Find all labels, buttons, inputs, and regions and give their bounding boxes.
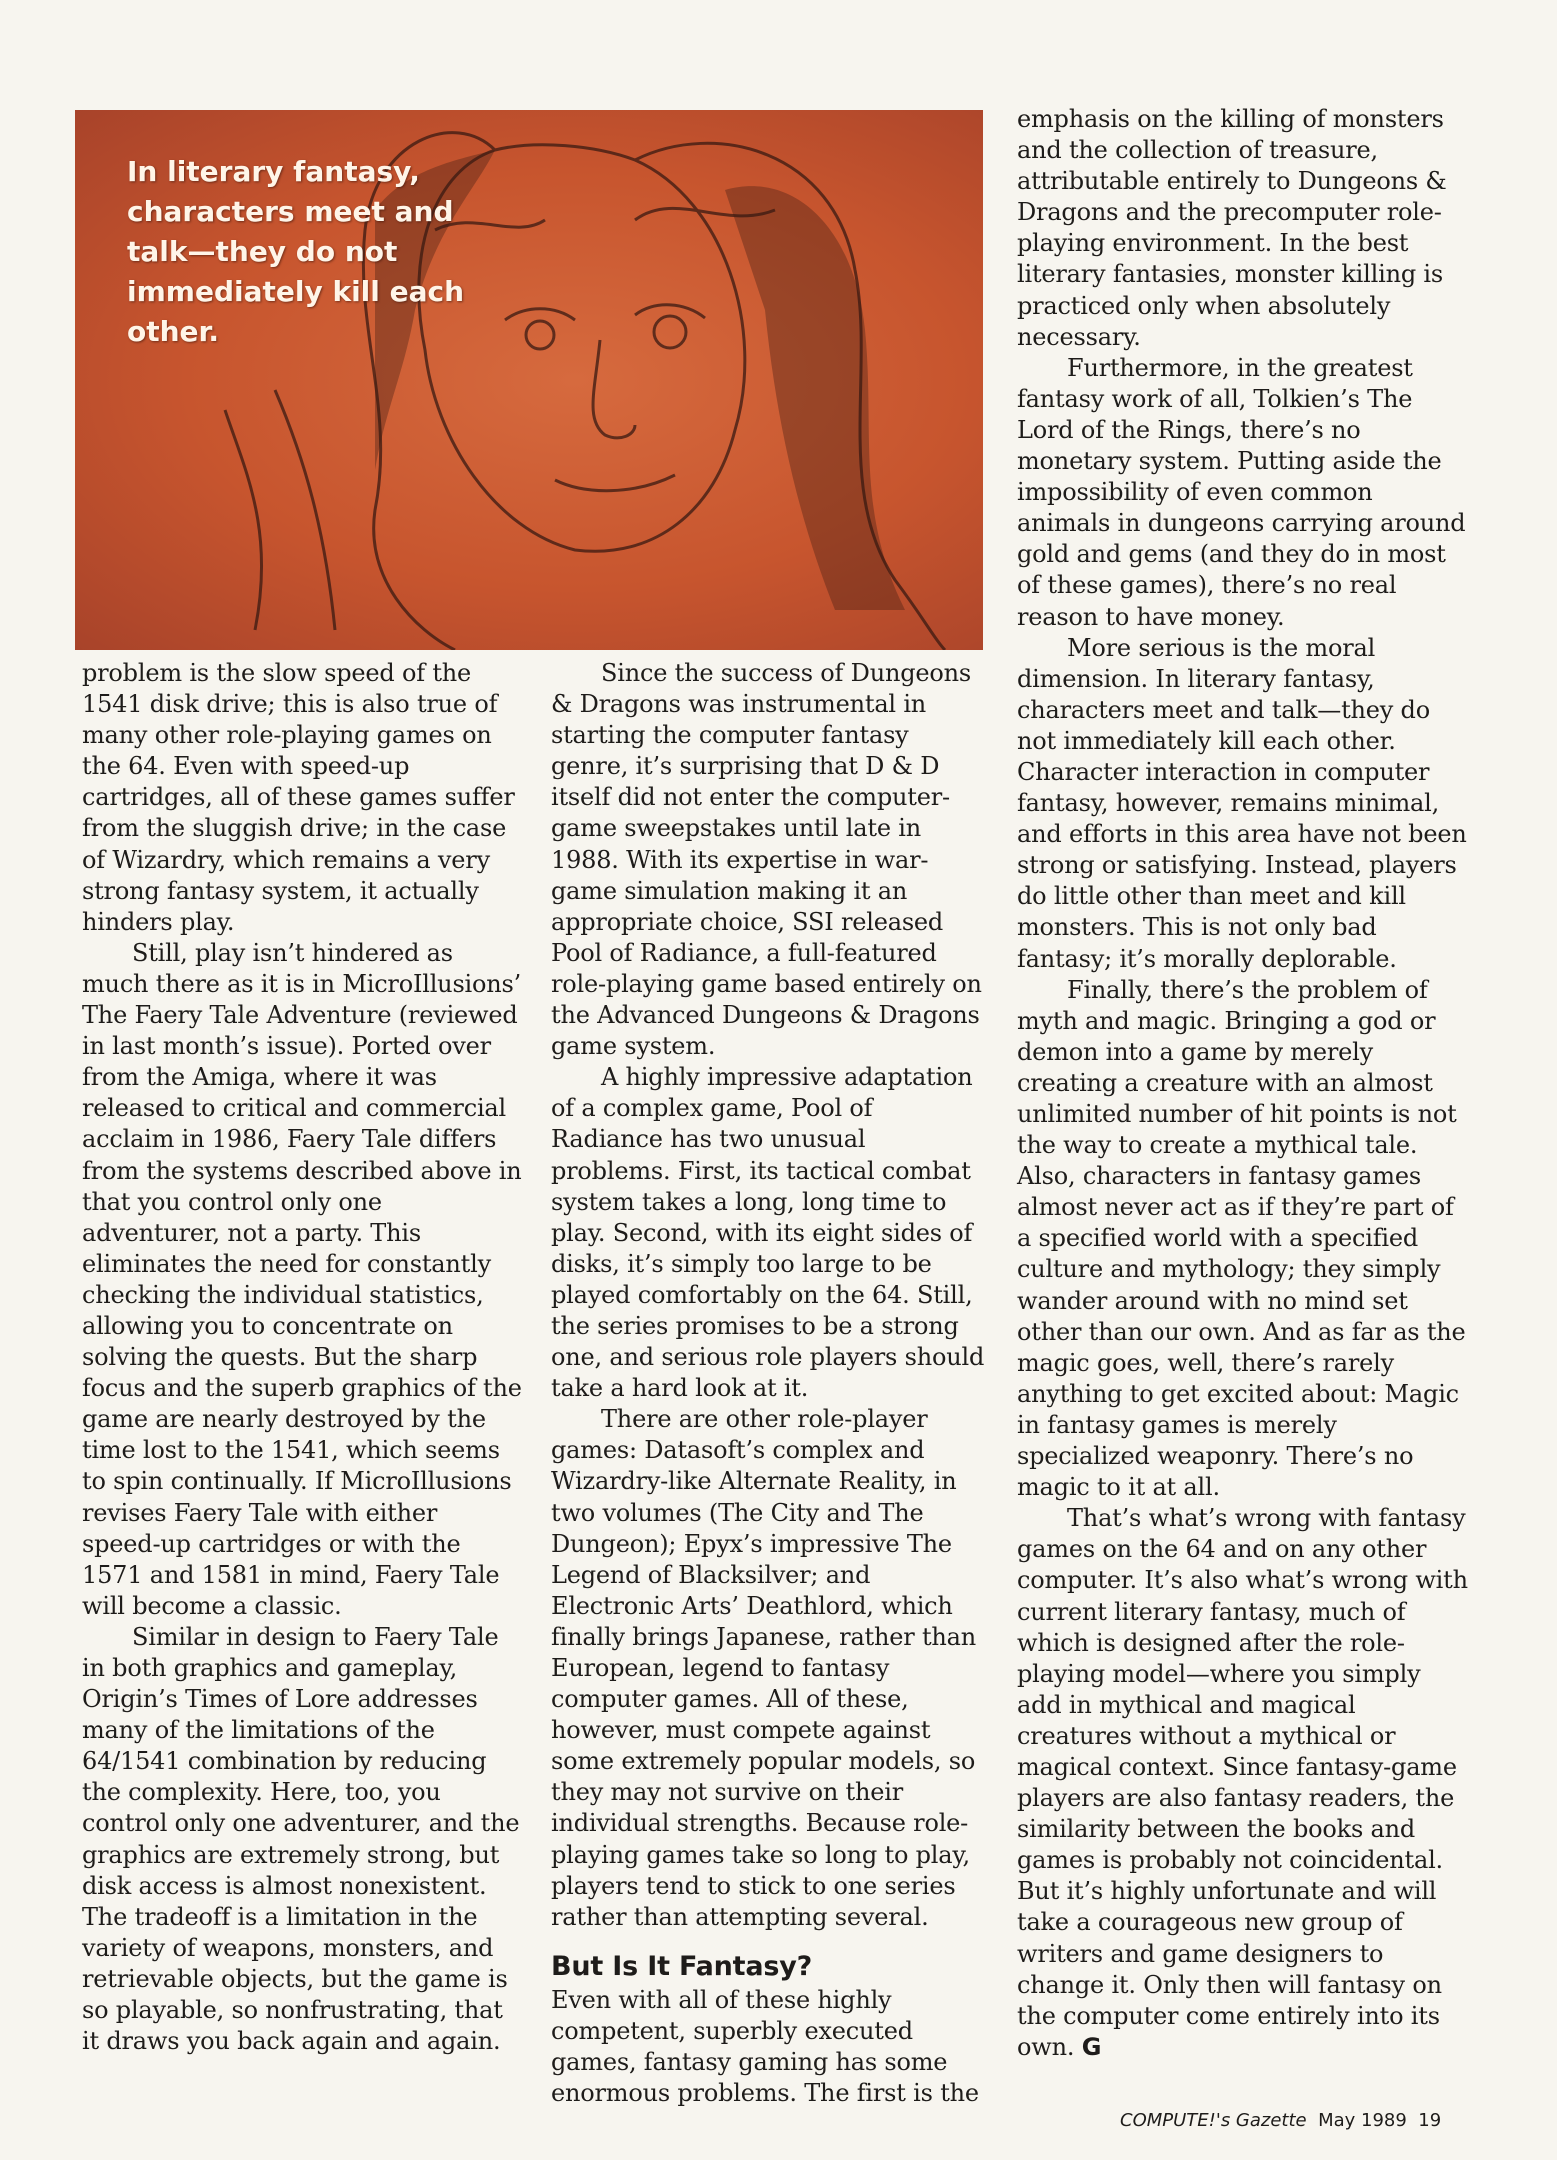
paragraph: problem is the slow speed of the 1541 disk drive; this is also true of many other role-playing games on the 64. Even with speed-up cartridges, all of these games suffer from the sluggish drive; in the case of Wizardry, which remains a very strong fantasy system, it actually hinders play. — [82, 659, 515, 936]
pull-quote: In literary fantasy, characters meet and talk—they do not immediately kill each other. — [127, 155, 465, 348]
paragraph: Furthermore, in the greatest fantasy work of all, Tolkien’s The Lord of the Rings, there’s no monetary system. Putting aside the impossibility of even common animals in dungeons carrying around gold and gems (and they do in most of these games), there’s no real reason to have money. — [1017, 353, 1466, 631]
paragraph-last — [1017, 1503, 1472, 2063]
page-footer — [1120, 2110, 1460, 2131]
column-1 — [82, 658, 522, 2057]
paragraph: Still, play isn’t hindered as much there as it is in MicroIllusions’ The Faery Tale Adventure (reviewed in last month’s issue). Ported over from the Amiga, where it was released to critical and commercial acclaim in 1986, Faery Tale differs from the systems described above in that you control only one adventurer, not a party. This eliminates the need for constantly checking the individual statistics, allowing you to concentrate on solving the quests. But the sharp focus and the superb graphics of the game are nearly destroyed by the time lost to the 1541, which seems to spin continually. If MicroIllusions revises Faery Tale with either speed-up cartridges or with the 1571 and 1581 in mind, Faery Tale will become a classic. — [82, 938, 522, 1620]
paragraph: More serious is the moral dimension. In literary fantasy, characters meet and talk—they do not immediately kill each other. Character interaction in computer fantasy, however, remains minimal, and efforts in this area have not been strong or satisfying. Instead, players do little other than meet and kill monsters. This is not only bad fantasy; it’s morally deplorable. — [1017, 633, 1467, 973]
paragraph: There are other role-player games: Datasoft’s complex and Wizardry-like Alternate Reality, in two volumes (The City and The Dungeon); Epyx’s impressive The Legend of Blacksilver; and Electronic Arts’ Deathlord, which finally brings Japanese, rather than European, legend to fantasy computer games. All of these, however, must compete against some extremely popular models, so they may not survive on their individual strengths. Because role-playing games take so long to play, players tend to stick to one series rather than attempting several. — [551, 1405, 977, 1931]
paragraph: A highly impressive adaptation of a complex game, Pool of Radiance has two unusual problems. First, its tactical combat system takes a long, long time to play. Second, with its eight sides of disks, it’s simply too large to be played comfortably on the 64. Still, the series promises to be a strong one, and serious role players should take a hard look at it. — [551, 1063, 985, 1403]
column-3 — [1017, 104, 1472, 2063]
paragraph: Since the success of Dungeons & Dragons was instrumental in starting the computer fantasy genre, it’s surprising that D & D itself did not enter the computer-game sweepstakes until late in 1988. With its expertise in war-game simulation making it an appropriate choice, SSI released Pool of Radiance, a full-featured role-playing game based entirely on the Advanced Dungeons & Dragons game system. — [551, 659, 982, 1061]
paragraph: Finally, there’s the problem of myth and magic. Bringing a god or demon into a game by merely creating a creature with an almost unlimited number of hit points is not the way to create a mythical tale. Also, characters in fantasy games almost never act as if they’re part of a specified world with a specified culture and mythology; they simply wander around with no mind set other than our own. And as far as the magic goes, well, there’s rarely anything to get excited about: Magic in fantasy games is merely specialized weaponry. There’s no magic to it at all. — [1017, 975, 1466, 1502]
magazine-name: COMPUTE!'s Gazette — [1120, 2110, 1307, 2131]
paragraph: Even with all of these highly competent, superbly executed games, fantasy gaming has some enormous problems. The first is the — [551, 1985, 979, 2108]
paragraph: emphasis on the killing of monsters and the collection of treasure, attributable entirely to Dungeons & Dragons and the precomputer role-playing environment. In the best literary fantasies, monster killing is practiced only when absolutely necessary. — [1017, 105, 1447, 351]
column-2 — [551, 658, 991, 2109]
issue-date: May 1989 — [1318, 2110, 1407, 2131]
page-number: 19 — [1418, 2110, 1442, 2131]
section-heading: But Is It Fantasy? — [551, 1950, 813, 1982]
end-mark: G — [1081, 2032, 1102, 2061]
paragraph-text: That’s what’s wrong with fantasy games on the 64 and on any other computer. It’s also what’s wrong with current literary fantasy, much of which is designed after the role-playing model—where you simply add in mythical and magical creatures without a mythical or magical context. Since fantasy-game players are also fantasy readers, the similarity between the books and games is probably not coincidental. But it’s highly unfortunate and will take a courageous new group of writers and game designers to change it. Only then will fantasy on the computer come entirely into its own. — [1017, 1504, 1468, 2061]
illustration — [75, 110, 983, 650]
paragraph: Similar in design to Faery Tale in both graphics and gameplay, Origin’s Times of Lore addresses many of the limitations of the 64/1541 combination by reducing the complexity. Here, too, you control only one adventurer, and the graphics are extremely strong, but disk access is almost nonexistent. The tradeoff is a limitation in the variety of weapons, monsters, and retrievable objects, but the game is so playable, so nonfrustrating, that it draws you back again and again. — [82, 1622, 520, 2056]
